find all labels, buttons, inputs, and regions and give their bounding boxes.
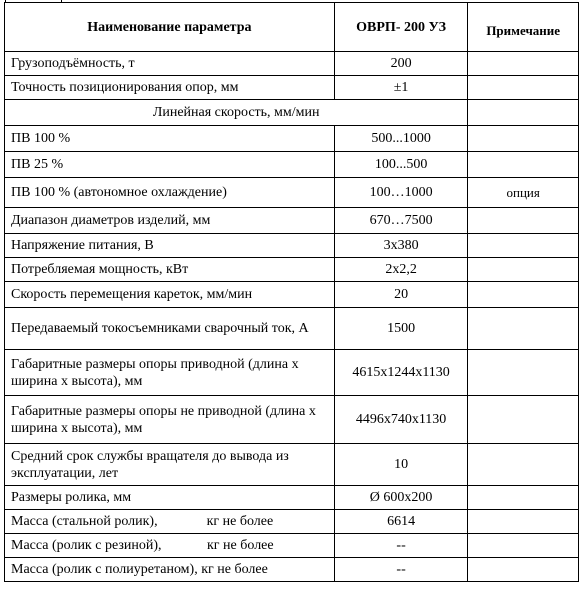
- param-value: --: [334, 558, 468, 582]
- param-value: 100…1000: [334, 178, 468, 208]
- param-value: 10: [334, 444, 468, 486]
- table-row: [5, 396, 579, 444]
- param-value: 670…7500: [334, 208, 468, 234]
- param-note: [468, 558, 579, 582]
- table-row: [5, 152, 579, 178]
- table-row: [5, 208, 579, 234]
- param-note: [468, 208, 579, 234]
- param-value: --: [334, 534, 468, 558]
- param-note: [468, 350, 579, 396]
- param-value: 1500: [334, 308, 468, 350]
- param-note: [468, 308, 579, 350]
- param-note: [468, 76, 579, 100]
- param-value: 20: [334, 282, 468, 308]
- table-row: [5, 178, 579, 208]
- spec-table: [4, 2, 579, 582]
- param-name: Скорость перемещения кареток, мм/мин: [5, 282, 335, 308]
- param-name: Потребляемая мощность, кВт: [5, 258, 335, 282]
- section-row: [5, 100, 579, 126]
- header-param: Наименование параметра: [5, 3, 335, 52]
- table-row: [5, 510, 579, 534]
- param-name: Габаритные размеры опоры приводной (длина х ширина х высота), мм: [5, 350, 335, 396]
- param-note: [468, 258, 579, 282]
- table-row: [5, 234, 579, 258]
- param-value: 100...500: [334, 152, 468, 178]
- param-name: Грузоподъёмность, т: [5, 52, 335, 76]
- table-row: [5, 126, 579, 152]
- param-name: ПВ 100 %: [5, 126, 335, 152]
- param-name: Габаритные размеры опоры не приводной (длина х ширина х высота), мм: [5, 396, 335, 444]
- param-note: [468, 282, 579, 308]
- param-name: ПВ 100 % (автономное охлаждение): [5, 178, 335, 208]
- param-value: ±1: [334, 76, 468, 100]
- param-note: [468, 534, 579, 558]
- table-row: [5, 282, 579, 308]
- param-note: [468, 152, 579, 178]
- table-row: [5, 308, 579, 350]
- param-name: Диапазон диаметров изделий, мм: [5, 208, 335, 234]
- param-name: ПВ 25 %: [5, 152, 335, 178]
- param-value: 4615х1244х1130: [334, 350, 468, 396]
- param-name: Напряжение питания, В: [5, 234, 335, 258]
- section-note: [468, 100, 579, 126]
- param-name: Передаваемый токосъемниками сварочный ток, А: [5, 308, 335, 350]
- param-note: [468, 486, 579, 510]
- table-row: [5, 76, 579, 100]
- param-value: 2х2,2: [334, 258, 468, 282]
- header-note: Примечание: [468, 3, 579, 52]
- param-value: 6614: [334, 510, 468, 534]
- table-row: [5, 486, 579, 510]
- table-row: [5, 350, 579, 396]
- param-name: Масса (ролик с резиной), кг не более: [5, 534, 335, 558]
- param-note: опция: [468, 178, 579, 208]
- param-note: [468, 234, 579, 258]
- table-row: [5, 52, 579, 76]
- param-value: 4496х740х1130: [334, 396, 468, 444]
- param-note: [468, 396, 579, 444]
- header-model: ОВРП- 200 УЗ: [334, 3, 468, 52]
- param-name: Масса (ролик с полиуретаном), кг не более: [5, 558, 335, 582]
- param-value: 3х380: [334, 234, 468, 258]
- param-name: Средний срок службы вращателя до вывода из эксплуатации, лет: [5, 444, 335, 486]
- param-name: Масса (стальной ролик), кг не более: [5, 510, 335, 534]
- param-value: 200: [334, 52, 468, 76]
- param-note: [468, 126, 579, 152]
- table-header-row: [5, 3, 579, 52]
- param-name: Точность позиционирования опор, мм: [5, 76, 335, 100]
- param-value: Ø 600х200: [334, 486, 468, 510]
- param-note: [468, 52, 579, 76]
- table-row: [5, 558, 579, 582]
- param-value: 500...1000: [334, 126, 468, 152]
- param-note: [468, 444, 579, 486]
- table-row: [5, 258, 579, 282]
- param-name: Размеры ролика, мм: [5, 486, 335, 510]
- table-row: [5, 534, 579, 558]
- table-row: [5, 444, 579, 486]
- param-note: [468, 510, 579, 534]
- section-title: Линейная скорость, мм/мин: [5, 100, 468, 126]
